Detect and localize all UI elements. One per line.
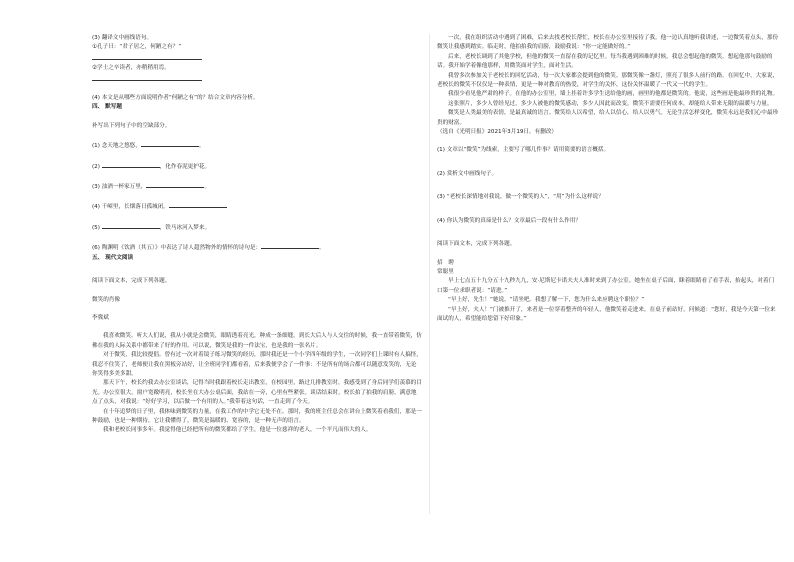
story-paragraph: 早上七点五十九分五十九秒九九，安·尼斯尼卡诺夫夫人准时来到了办公室。她坐在桌子后面，眯着眼睛看了看手表，抬起头，对着门口第一位求职者说：“请进。” xyxy=(437,278,775,294)
essay-author: 李冀斌 xyxy=(92,314,109,321)
q3-item1: ①孔子曰：“君子居之，何陋之有？” xyxy=(92,44,182,51)
fill-item-5: (5) ，铁马冰河入梦来。 xyxy=(92,222,422,233)
section4-title: 四、 默写题 xyxy=(92,104,122,111)
essay-paragraph: 微笑是人类最美的表情，是最真诚的语言。微笑给人以希望，给人以信心，给人以勇气。无论生活怎样变化，微笑永远是我们心中最珍贵的财富。 xyxy=(437,110,779,126)
reading-question-2: (2) 赏析文中画线句子。 xyxy=(437,170,498,177)
essay-paragraph: 我和老校长同事多年。我觉得他已经把所有的微笑都给了学生，他是一位慈祥的老人，一个平凡而伟大的人。 xyxy=(103,427,372,434)
q3-item2: ②学士之卒读者，亦稍稍用焉。 xyxy=(92,65,170,72)
q3-intro: (3) 翻译文中画线语句。 xyxy=(92,35,153,41)
reading2-intro: 阅读下面文本，完成下列各题。 xyxy=(437,241,516,248)
story-author: 常聪里 xyxy=(437,268,454,275)
essay-paragraph: 我很少看见他严肃的样子。在他的办公室里，墙上挂着许多学生送给他的画，画里的他都是微笑的。他说，这些画是他最珍贵的礼物。 xyxy=(448,91,779,98)
essay-paragraph: 对于微笑，我比较提倡。曾有过一次对着镜子练习微笑的经历，那时我还是一个小学四年级的学生，一次同学们上课时有人搞怪，我忍不住笑了，老师便让我在黑板旁站好，让全班同学们都看着，后来我便学会了一件事：不是所有的场合都可以随意发笑的，无论你笑得多美多甜。 xyxy=(92,352,422,377)
q4: (4) 本文是从哪些方面说明作者“何陋之有”的？结合文章内容分析。 xyxy=(92,95,259,102)
reading-question-4: (4) 你认为微笑的真谛是什么？文章最后一段有什么作用？ xyxy=(437,217,581,224)
section5-title: 五、 现代文阅读 xyxy=(92,254,134,261)
column-divider xyxy=(429,34,430,514)
reading-intro: 阅读下面文本，完成下列各题。 xyxy=(92,278,171,285)
q3-item1-answer xyxy=(92,53,422,64)
fill-item-4: (4) 千嶂里，长烟落日孤城闭。 xyxy=(92,201,422,212)
right-column xyxy=(437,34,779,324)
fill-item-2: (2) ，化作春泥更护花。 xyxy=(92,161,422,172)
essay-title: 微笑的肖像 xyxy=(92,296,120,303)
story-title: 招 聘 xyxy=(437,259,454,266)
fill-item-1: (1) 念天地之悠悠， 。 xyxy=(92,140,422,151)
fill-intro: 补写出下列句子中的空缺部分。 xyxy=(92,122,171,129)
essay-paragraph: 在十年追梦的日子里，我体味到微笑的力量，在我工作的中学它无处不在。那时，我的班主任总会在讲台上微笑着看我们，那是一种鼓励，也是一种期待，它让我懂得了，微笑是温暖的、宽容的，是一种无声的语言。 xyxy=(92,408,422,424)
essay-source: （选自《光明日报》2021年3月19日，有删改） xyxy=(437,129,558,136)
story-paragraph: “早上好，夫人！”门被推开了，来者是一位穿着整齐的年轻人，他微笑着走进来，在桌子前站好，问候道：“您好，我是今天第一位来面试的人，希望能给您留下好印象。” xyxy=(437,306,776,322)
essay-paragraph: 一次，我在组织活动中遇到了困难，后来去找老校长帮忙，校长在办公室里接待了我。他一边认真地听我讲述，一边微笑着点头，那份微笑让我感到踏实。临走时，他拍拍我的肩膀，鼓励我说：“你一定能做好的。” xyxy=(437,35,779,51)
left-column xyxy=(92,34,422,436)
reading-question-3: (3) “老校长深情地对我说，做一个微笑的人”，“用”为什么这样说？ xyxy=(437,194,604,201)
reading-question-1: (1) 文章以“微笑”为线索，主要写了哪几件事？请用简要的语言概括。 xyxy=(437,147,610,154)
essay-paragraph: 我曾多次参加关于老校长的回忆活动，每一次大家都会提到他的微笑。那微笑像一盏灯，照亮了很多人前行的路。在回忆中，大家说，老校长的微笑不仅仅是一种表情，更是一种对教育的热爱，对学生的关怀，这份关怀温暖了一代又一代的学生。 xyxy=(437,72,779,89)
story-paragraph: “早上好，先生！”她说，“请坐吧。我想了解一下，您为什么来应聘这个职位？” xyxy=(448,297,645,304)
essay-paragraph: 那天下午，校长约我去办公室谈话，记得当时我跟着校长走出教室，在校园里，路过几排教室时，我感受到了身后同学们羡慕的目光。办公室很大，窗户宽敞明亮，校长坐在大办公桌后面，我站在一旁，心里有些紧张。谈话结束时，校长拍了拍我的肩膀，满意地点了点头，对我说：“好好学习，以后做一个有用的人。”我带着这句话，一直走到了今天。 xyxy=(92,380,422,406)
essay-paragraph: 后来，老校长调到了其他学校，但他的微笑一直留在我的记忆里。每当我遇到困难的时候，我总会想起他的微笑，想起他那句鼓励的话。我开始学着像他那样，用微笑面对学生，面对生活。 xyxy=(437,53,773,70)
essay-paragraph: 这张照片，多少人曾经见过，多少人被他的微笑感动，多少人因此而改变。微笑不需要任何成本，却能给人带来无限的温暖与力量。 xyxy=(448,100,773,107)
fill-item-3: (3) 浊酒一杯家万里， 。 xyxy=(92,181,422,192)
fill-item-6: (6) 陶渊明《饮酒（其五）》中表达了诗人超然物外的情怀的诗句是： 。 xyxy=(92,242,422,253)
essay-paragraph: 我喜欢微笑。听大人们说，我从小就是会微笑，眼睛透着亮光，种成一条细缝。到长大后人与人交往的时候，我一直带着微笑，仿佛在我的人际关系中都带来了好的作用。可以说，微笑是我的一件法宝，也是我的一张名片。 xyxy=(92,333,422,349)
q3-item2-answer xyxy=(92,74,422,85)
